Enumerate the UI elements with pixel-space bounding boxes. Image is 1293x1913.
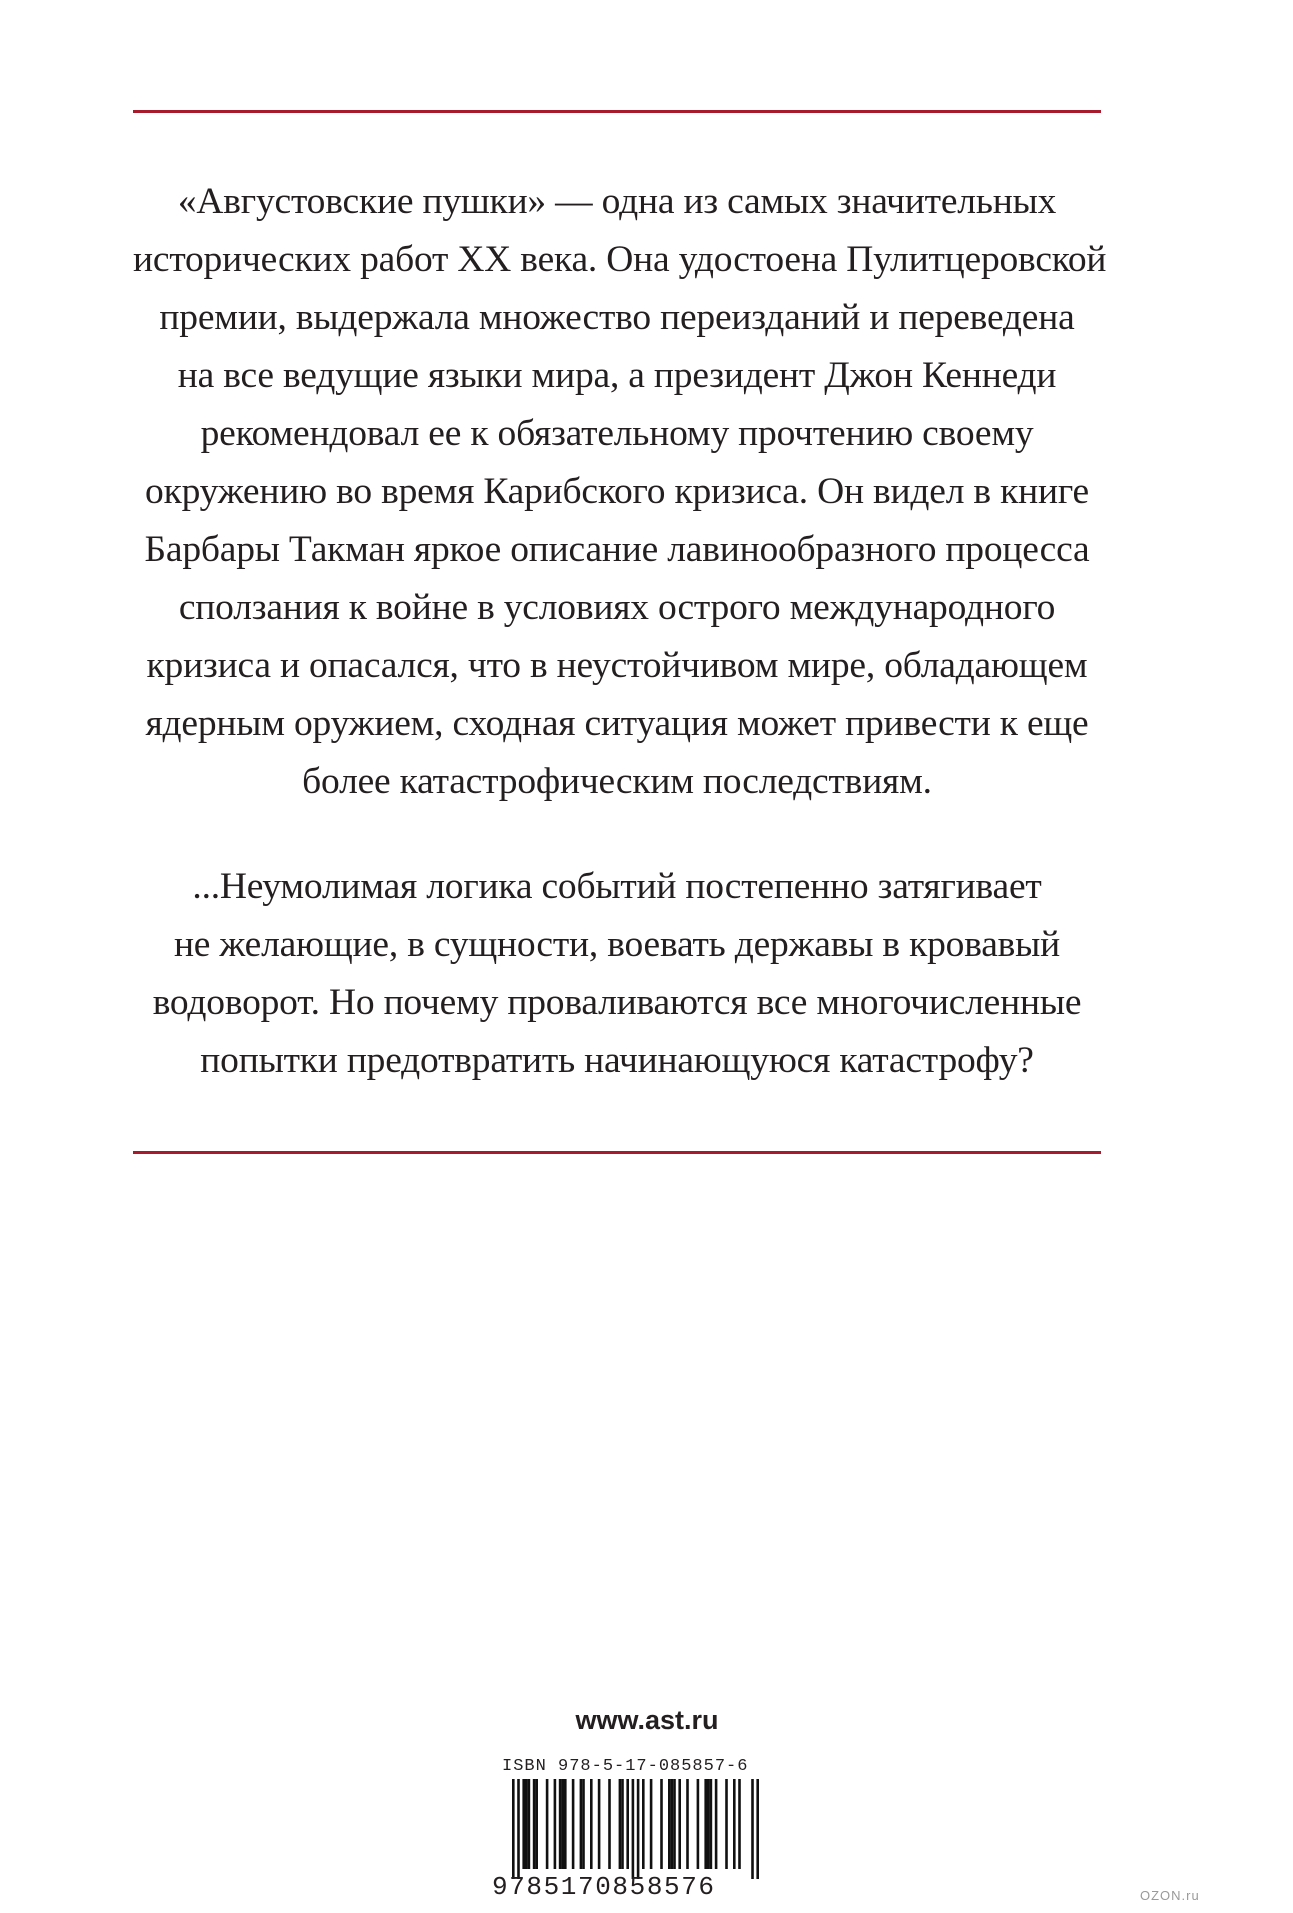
publisher-website: www.ast.ru <box>575 1705 719 1735</box>
blurb-paragraph-2 <box>133 858 1101 1090</box>
barcode-bar <box>668 1779 671 1869</box>
barcode-bar <box>637 1779 640 1879</box>
barcode-bar <box>546 1779 549 1869</box>
barcode-bar <box>525 1779 528 1869</box>
barcode-bar <box>561 1779 564 1869</box>
blurb-line: более катастрофическим последствиям. <box>302 761 932 802</box>
barcode-bar <box>707 1779 710 1869</box>
blurb-line: попытки предотвратить начинающуюся катастрофу? <box>200 1040 1034 1081</box>
isbn-label: ISBN 978-5-17-085857-6 <box>502 1757 749 1776</box>
barcode-bar <box>671 1779 674 1869</box>
barcode-bar <box>650 1779 653 1869</box>
barcode-bar <box>564 1779 567 1869</box>
blurb-line: кризиса и опасался, что в неустойчивом мире, обладающем <box>146 645 1088 686</box>
barcode-bar <box>621 1779 624 1869</box>
barcode-bar <box>756 1779 759 1879</box>
blurb-line: окружению во время Карибского кризиса. Он видел в книге <box>145 471 1089 512</box>
barcode-block <box>492 1757 762 1907</box>
barcode-bar <box>715 1779 718 1869</box>
barcode-bar <box>686 1779 689 1869</box>
barcode-bar <box>697 1779 700 1869</box>
blurb-line: премии, выдержала множество переизданий и переведена <box>159 297 1075 338</box>
barcode-bar <box>517 1779 520 1879</box>
bottom-divider <box>133 1151 1101 1154</box>
blurb-line: «Августовские пушки» — одна из самых значительных <box>177 181 1057 222</box>
barcode-bar <box>554 1779 557 1869</box>
barcode-bar <box>572 1779 575 1869</box>
barcode-bar <box>725 1779 728 1869</box>
blurb-line: водоворот. Но почему проваливаются все многочисленные <box>152 982 1082 1023</box>
barcode-bar <box>590 1779 593 1869</box>
barcode-bar <box>704 1779 707 1869</box>
blurb-paragraph-1 <box>133 173 1107 811</box>
blurb-line: сползания к войне в условиях острого международного <box>178 587 1056 628</box>
barcode-bar <box>733 1779 736 1869</box>
barcode-bar <box>738 1779 741 1869</box>
barcode-bar <box>535 1779 538 1869</box>
barcode-bar <box>642 1779 645 1869</box>
barcode-bar <box>632 1779 635 1879</box>
barcode-bar <box>580 1779 583 1869</box>
barcode-bar <box>533 1779 536 1869</box>
blurb-line: ...Неумолимая логика событий постепенно затягивает <box>192 866 1042 907</box>
barcode-bar <box>522 1779 525 1869</box>
barcode-bar <box>582 1779 585 1869</box>
top-divider <box>133 110 1101 113</box>
barcode-bar <box>673 1779 676 1869</box>
barcode-bar <box>598 1779 601 1869</box>
barcode-bar <box>559 1779 562 1869</box>
blurb-line: Барбары Такман яркое описание лавинообразного процесса <box>144 529 1090 570</box>
blurb-line: исторических работ XX века. Она удостоена Пулитцеровской <box>133 239 1107 280</box>
barcode-bar <box>512 1779 515 1879</box>
barcode-bar <box>626 1779 629 1869</box>
barcode-bar <box>678 1779 681 1869</box>
barcode-bar <box>619 1779 622 1869</box>
blurb-line: не желающие, в сущности, воевать державы в кровавый <box>173 924 1061 965</box>
blurb-line: на все ведущие языки мира, а президент Джон Кеннеди <box>177 355 1057 396</box>
barcode-icon <box>492 1779 762 1879</box>
barcode-bar <box>528 1779 531 1869</box>
barcode-bar <box>710 1779 713 1869</box>
barcode-bar <box>660 1779 663 1869</box>
barcode-bar <box>751 1779 754 1879</box>
barcode-bar <box>608 1779 611 1869</box>
ean-digits: 9785170858576 <box>492 1872 716 1902</box>
watermark: OZON.ru <box>1140 1888 1200 1903</box>
blurb-line: ядерным оружием, сходная ситуация может привести к еще <box>145 703 1089 744</box>
blurb-line: рекомендовал ее к обязательному прочтению своему <box>200 413 1034 454</box>
